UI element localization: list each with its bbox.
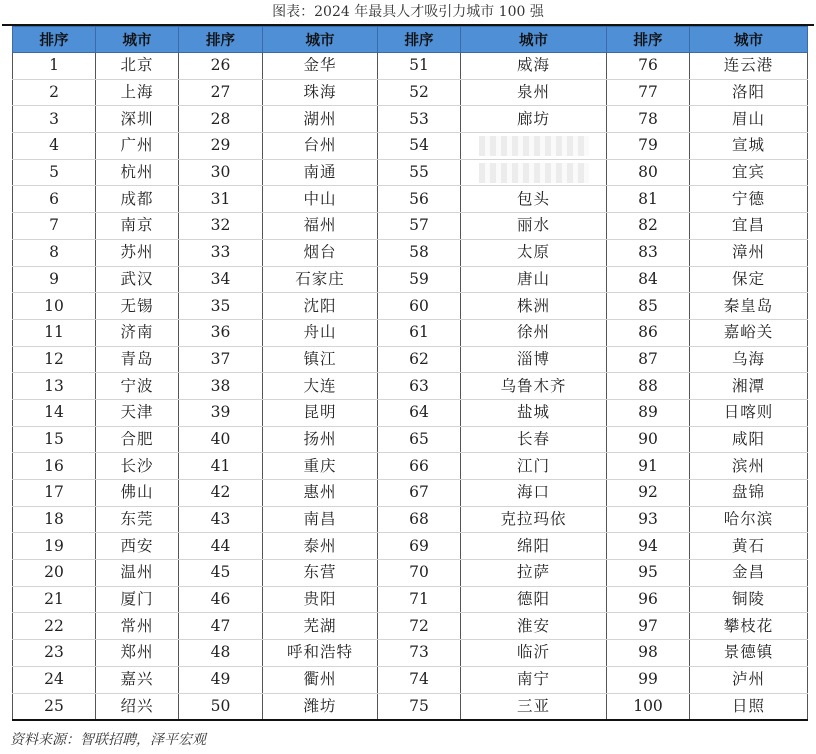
table-body (13, 53, 808, 721)
rank-cell: 15 (13, 426, 96, 453)
rank-cell: 74 (378, 666, 461, 693)
table-row (13, 586, 808, 613)
table-row (13, 79, 808, 106)
rank-cell: 68 (378, 506, 461, 533)
city-cell: 连云港 (690, 53, 808, 80)
rank-cell: 1 (13, 53, 96, 80)
city-cell: 海口 (461, 480, 607, 507)
rank-cell: 58 (378, 239, 461, 266)
rank-cell: 97 (607, 613, 690, 640)
city-cell: 拉萨 (461, 560, 607, 587)
city-cell: 绵阳 (461, 533, 607, 560)
rank-cell: 62 (378, 346, 461, 373)
city-cell: 南京 (96, 213, 179, 240)
rank-cell: 12 (13, 346, 96, 373)
city-cell: 日喀则 (690, 399, 808, 426)
rank-cell: 99 (607, 666, 690, 693)
city-cell: 宜昌 (690, 213, 808, 240)
city-cell: 包头 (461, 186, 607, 213)
table-title: 图表：2024 年最具人才吸引力城市 100 强 (272, 4, 544, 20)
rank-cell: 8 (13, 239, 96, 266)
table-row (13, 133, 808, 160)
rank-cell: 83 (607, 239, 690, 266)
rank-cell: 52 (378, 79, 461, 106)
rank-cell: 37 (179, 346, 263, 373)
rank-cell: 27 (179, 79, 263, 106)
rank-cell: 13 (13, 373, 96, 400)
city-cell: 合肥 (96, 426, 179, 453)
city-cell (461, 133, 607, 160)
table-row (13, 159, 808, 186)
table-row (13, 373, 808, 400)
rank-cell: 81 (607, 186, 690, 213)
city-cell: 临沂 (461, 640, 607, 667)
rank-cell: 44 (179, 533, 263, 560)
rank-cell: 95 (607, 560, 690, 587)
rank-cell: 60 (378, 293, 461, 320)
city-cell: 德阳 (461, 586, 607, 613)
table-row (13, 186, 808, 213)
rank-cell: 5 (13, 159, 96, 186)
ranking-table (12, 26, 808, 721)
city-cell: 芜湖 (263, 613, 378, 640)
city-cell: 漳州 (690, 239, 808, 266)
redacted-block (479, 163, 589, 183)
city-cell: 惠州 (263, 480, 378, 507)
city-cell: 福州 (263, 213, 378, 240)
city-cell: 珠海 (263, 79, 378, 106)
header-rank: 排序 (607, 27, 690, 53)
rank-cell: 18 (13, 506, 96, 533)
rank-cell: 98 (607, 640, 690, 667)
rank-cell: 25 (13, 693, 96, 720)
city-cell: 镇江 (263, 346, 378, 373)
city-cell: 金昌 (690, 560, 808, 587)
city-cell: 滨州 (690, 453, 808, 480)
city-cell: 石家庄 (263, 266, 378, 293)
city-cell: 扬州 (263, 426, 378, 453)
city-cell: 北京 (96, 53, 179, 80)
rank-cell: 16 (13, 453, 96, 480)
rank-cell: 56 (378, 186, 461, 213)
rank-cell: 29 (179, 133, 263, 160)
city-cell: 太原 (461, 239, 607, 266)
rank-cell: 79 (607, 133, 690, 160)
city-cell: 杭州 (96, 159, 179, 186)
header-city: 城市 (461, 27, 607, 53)
city-cell: 济南 (96, 319, 179, 346)
rank-cell: 89 (607, 399, 690, 426)
rank-cell: 7 (13, 213, 96, 240)
rank-cell: 57 (378, 213, 461, 240)
rank-cell: 38 (179, 373, 263, 400)
city-cell: 沈阳 (263, 293, 378, 320)
rank-cell: 40 (179, 426, 263, 453)
city-cell: 厦门 (96, 586, 179, 613)
rank-cell: 90 (607, 426, 690, 453)
city-cell: 盘锦 (690, 480, 808, 507)
city-cell: 丽水 (461, 213, 607, 240)
city-cell: 绍兴 (96, 693, 179, 720)
rank-cell: 6 (13, 186, 96, 213)
city-cell: 南通 (263, 159, 378, 186)
rank-cell: 21 (13, 586, 96, 613)
rank-cell: 14 (13, 399, 96, 426)
city-cell: 湖州 (263, 106, 378, 133)
city-cell: 天津 (96, 399, 179, 426)
city-cell: 嘉峪关 (690, 319, 808, 346)
city-cell: 温州 (96, 560, 179, 587)
table-row (13, 560, 808, 587)
city-cell: 台州 (263, 133, 378, 160)
city-cell: 东莞 (96, 506, 179, 533)
city-cell: 株洲 (461, 293, 607, 320)
rank-cell: 85 (607, 293, 690, 320)
rank-cell: 19 (13, 533, 96, 560)
rank-cell: 22 (13, 613, 96, 640)
city-cell: 眉山 (690, 106, 808, 133)
rank-cell: 100 (607, 693, 690, 720)
header-city: 城市 (96, 27, 179, 53)
city-cell: 唐山 (461, 266, 607, 293)
rank-cell: 87 (607, 346, 690, 373)
city-cell: 金华 (263, 53, 378, 80)
rank-cell: 61 (378, 319, 461, 346)
rank-cell: 49 (179, 666, 263, 693)
table-row (13, 666, 808, 693)
city-cell: 常州 (96, 613, 179, 640)
city-cell: 潍坊 (263, 693, 378, 720)
rank-cell: 30 (179, 159, 263, 186)
city-cell: 长春 (461, 426, 607, 453)
city-cell: 长沙 (96, 453, 179, 480)
city-cell: 三亚 (461, 693, 607, 720)
city-cell: 郑州 (96, 640, 179, 667)
city-cell: 贵阳 (263, 586, 378, 613)
rank-cell: 36 (179, 319, 263, 346)
city-cell: 广州 (96, 133, 179, 160)
city-cell: 成都 (96, 186, 179, 213)
city-cell: 衢州 (263, 666, 378, 693)
rank-cell: 23 (13, 640, 96, 667)
rank-cell: 45 (179, 560, 263, 587)
table-row (13, 533, 808, 560)
rank-cell: 50 (179, 693, 263, 720)
rank-cell: 80 (607, 159, 690, 186)
city-cell: 洛阳 (690, 79, 808, 106)
city-cell: 舟山 (263, 319, 378, 346)
city-cell: 淄博 (461, 346, 607, 373)
rank-cell: 96 (607, 586, 690, 613)
rank-cell: 71 (378, 586, 461, 613)
city-cell: 景德镇 (690, 640, 808, 667)
city-cell: 嘉兴 (96, 666, 179, 693)
table-row (13, 480, 808, 507)
rank-cell: 47 (179, 613, 263, 640)
rank-cell: 2 (13, 79, 96, 106)
city-cell: 徐州 (461, 319, 607, 346)
rank-cell: 46 (179, 586, 263, 613)
city-cell: 深圳 (96, 106, 179, 133)
city-cell: 大连 (263, 373, 378, 400)
rank-cell: 41 (179, 453, 263, 480)
city-cell: 烟台 (263, 239, 378, 266)
header-city: 城市 (690, 27, 808, 53)
city-cell: 昆明 (263, 399, 378, 426)
city-cell: 佛山 (96, 480, 179, 507)
rank-cell: 34 (179, 266, 263, 293)
rank-cell: 72 (378, 613, 461, 640)
city-cell: 东营 (263, 560, 378, 587)
table-row (13, 346, 808, 373)
rank-cell: 54 (378, 133, 461, 160)
rank-cell: 53 (378, 106, 461, 133)
city-cell: 湘潭 (690, 373, 808, 400)
rank-cell: 82 (607, 213, 690, 240)
table-row (13, 319, 808, 346)
rank-cell: 10 (13, 293, 96, 320)
rank-cell: 84 (607, 266, 690, 293)
city-cell: 江门 (461, 453, 607, 480)
city-cell: 苏州 (96, 239, 179, 266)
city-cell: 宁德 (690, 186, 808, 213)
rank-cell: 20 (13, 560, 96, 587)
table-row (13, 693, 808, 720)
rank-cell: 75 (378, 693, 461, 720)
city-cell: 南昌 (263, 506, 378, 533)
city-cell (461, 159, 607, 186)
rank-cell: 51 (378, 53, 461, 80)
city-cell: 上海 (96, 79, 179, 106)
city-cell: 廊坊 (461, 106, 607, 133)
city-cell: 重庆 (263, 453, 378, 480)
header-rank: 排序 (179, 27, 263, 53)
rank-cell: 91 (607, 453, 690, 480)
table-row (13, 613, 808, 640)
rank-cell: 66 (378, 453, 461, 480)
source-note: 资料来源：智联招聘，泽平宏观 (10, 732, 206, 748)
redacted-block (479, 136, 589, 156)
city-cell: 日照 (690, 693, 808, 720)
rank-cell: 35 (179, 293, 263, 320)
city-cell: 淮安 (461, 613, 607, 640)
rank-cell: 67 (378, 480, 461, 507)
rank-cell: 94 (607, 533, 690, 560)
city-cell: 泰州 (263, 533, 378, 560)
rank-cell: 76 (607, 53, 690, 80)
rank-cell: 88 (607, 373, 690, 400)
table-row (13, 453, 808, 480)
table-row (13, 106, 808, 133)
city-cell: 宣城 (690, 133, 808, 160)
city-cell: 黄石 (690, 533, 808, 560)
table-header-row (13, 27, 808, 53)
rank-cell: 69 (378, 533, 461, 560)
city-cell: 乌海 (690, 346, 808, 373)
rank-cell: 17 (13, 480, 96, 507)
rank-cell: 43 (179, 506, 263, 533)
city-cell: 威海 (461, 53, 607, 80)
city-cell: 克拉玛依 (461, 506, 607, 533)
city-cell: 盐城 (461, 399, 607, 426)
city-cell: 乌鲁木齐 (461, 373, 607, 400)
rank-cell: 42 (179, 480, 263, 507)
city-cell: 泉州 (461, 79, 607, 106)
rank-cell: 93 (607, 506, 690, 533)
city-cell: 武汉 (96, 266, 179, 293)
rank-cell: 32 (179, 213, 263, 240)
rank-cell: 48 (179, 640, 263, 667)
city-cell: 攀枝花 (690, 613, 808, 640)
rank-cell: 65 (378, 426, 461, 453)
rank-cell: 24 (13, 666, 96, 693)
table-row (13, 53, 808, 80)
rank-cell: 86 (607, 319, 690, 346)
city-cell: 秦皇岛 (690, 293, 808, 320)
rank-cell: 70 (378, 560, 461, 587)
city-cell: 宜宾 (690, 159, 808, 186)
rank-cell: 9 (13, 266, 96, 293)
city-cell: 无锡 (96, 293, 179, 320)
city-cell: 铜陵 (690, 586, 808, 613)
city-cell: 西安 (96, 533, 179, 560)
table-row (13, 399, 808, 426)
header-rank: 排序 (13, 27, 96, 53)
rank-cell: 33 (179, 239, 263, 266)
header-rank: 排序 (378, 27, 461, 53)
city-cell: 南宁 (461, 666, 607, 693)
rank-cell: 28 (179, 106, 263, 133)
city-cell: 中山 (263, 186, 378, 213)
table-row (13, 239, 808, 266)
rank-cell: 78 (607, 106, 690, 133)
table-row (13, 640, 808, 667)
rank-cell: 4 (13, 133, 96, 160)
rank-cell: 73 (378, 640, 461, 667)
table-row (13, 266, 808, 293)
rank-cell: 59 (378, 266, 461, 293)
rank-cell: 3 (13, 106, 96, 133)
city-cell: 泸州 (690, 666, 808, 693)
city-cell: 哈尔滨 (690, 506, 808, 533)
table-row (13, 293, 808, 320)
rank-cell: 92 (607, 480, 690, 507)
city-cell: 咸阳 (690, 426, 808, 453)
rank-cell: 63 (378, 373, 461, 400)
city-cell: 宁波 (96, 373, 179, 400)
header-city: 城市 (263, 27, 378, 53)
rank-cell: 39 (179, 399, 263, 426)
city-cell: 青岛 (96, 346, 179, 373)
rank-cell: 55 (378, 159, 461, 186)
city-cell: 保定 (690, 266, 808, 293)
table-row (13, 426, 808, 453)
table-row (13, 213, 808, 240)
rank-cell: 77 (607, 79, 690, 106)
table-row (13, 506, 808, 533)
city-cell: 呼和浩特 (263, 640, 378, 667)
rank-cell: 11 (13, 319, 96, 346)
rank-cell: 26 (179, 53, 263, 80)
rank-cell: 64 (378, 399, 461, 426)
rank-cell: 31 (179, 186, 263, 213)
